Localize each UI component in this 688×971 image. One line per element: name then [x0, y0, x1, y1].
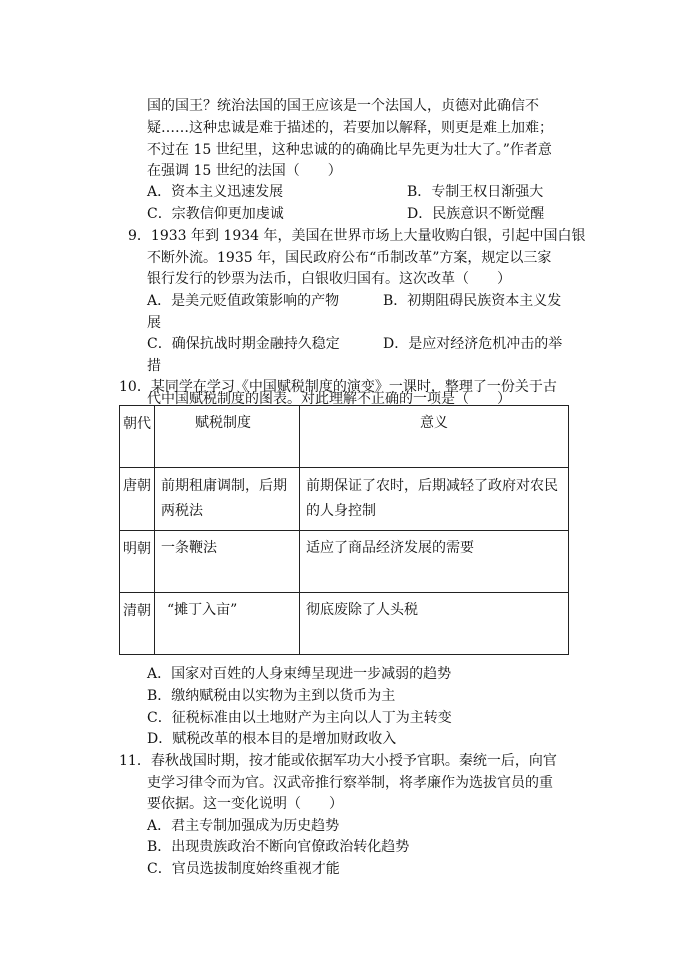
- table-header-row: [120, 406, 569, 468]
- q9-option-d-wrap: 措: [147, 358, 161, 374]
- q9-stem-line-1: 9．1933 年到 1934 年，美国在世界市场上大量收购白银，引起中国白银: [128, 228, 586, 244]
- q10-option-c[interactable]: C．征税标准由以土地财产为主向以人丁为主转变: [147, 710, 452, 726]
- q11-stem-line-3: 要依据。这一变化说明（ ）: [147, 796, 343, 812]
- q11-stem-line-2: 吏学习律令而为官。汉武帝推行察举制，将孝廉作为选拔官员的重: [147, 775, 553, 791]
- q8-passage-line-3: 不过在 15 世纪里，这种忠诚的的确确比早先更为壮大了。”作者意: [147, 142, 552, 158]
- q8-passage-line-2: 疑……这种忠诚是难于描述的，若要加以解释，则更是难上加难；: [147, 120, 553, 136]
- table-row: [120, 468, 569, 531]
- q10-option-b[interactable]: B．缴纳赋税由以实物为主到以货币为主: [147, 688, 396, 704]
- q9-option-b[interactable]: B．初期阻碍民族资本主义发: [383, 293, 562, 309]
- table-row: [120, 531, 569, 593]
- row-ming-system: 一条鞭法: [161, 540, 217, 556]
- q10-stem-line-1: 10．某同学在学习《中国赋税制度的演变》一课时，整理了一份关于古: [119, 379, 557, 395]
- row-qing-system: “摊丁入亩”: [167, 602, 238, 618]
- tax-system-table: [119, 405, 569, 655]
- row-tang-system: 前期租庸调制，后期两税法: [161, 478, 287, 519]
- q11-option-c[interactable]: C．官员选拔制度始终重视才能: [147, 861, 340, 877]
- header-tax-system: 赋税制度: [155, 406, 300, 468]
- q8-option-b[interactable]: B．专制王权日渐强大: [407, 184, 544, 200]
- row-ming-meaning: 适应了商品经济发展的需要: [306, 540, 474, 556]
- q11-option-a[interactable]: A．君主专制加强成为历史趋势: [147, 818, 340, 834]
- q9-option-d[interactable]: D．是应对经济危机冲击的举: [383, 336, 563, 352]
- row-qing-meaning: 彻底废除了人头税: [306, 602, 418, 618]
- q8-option-d[interactable]: D．民族意识不断觉醒: [407, 206, 545, 222]
- q10-option-a[interactable]: A．国家对百姓的人身束缚呈现进一步减弱的趋势: [147, 666, 452, 682]
- q8-passage-line-4: 在强调 15 世纪的法国（ ）: [147, 163, 342, 179]
- header-dynasty: 朝代: [120, 406, 155, 468]
- header-meaning: 意义: [300, 406, 569, 468]
- q10-stem-line-2: 代中国赋税制度的图表。对此理解不正确的一项是（ ）: [147, 391, 511, 407]
- row-tang-meaning: 前期保证了农时，后期减轻了政府对农民的人身控制: [306, 478, 558, 519]
- q8-option-c[interactable]: C．宗教信仰更加虔诚: [147, 206, 284, 222]
- q8-option-a[interactable]: A．资本主义迅速发展: [147, 184, 284, 200]
- q10-option-d[interactable]: D．赋税改革的根本目的是增加财政收入: [147, 731, 397, 747]
- q9-stem-line-2: 不断外流。1935 年，国民政府公布“币制改革”方案，规定以三家: [147, 250, 552, 266]
- q9-stem-line-3: 银行发行的钞票为法币，白银收归国有。这次改革（ ）: [147, 271, 511, 287]
- q9-option-b-wrap: 展: [147, 315, 161, 331]
- q11-stem-line-1: 11．春秋战国时期，按才能或依据军功大小授予官职。秦统一后，向官: [119, 753, 557, 769]
- row-qing-dynasty: 清朝: [123, 603, 151, 619]
- q11-option-b[interactable]: B．出现贵族政治不断向官僚政治转化趋势: [147, 839, 410, 855]
- row-ming-dynasty: 明朝: [123, 541, 151, 557]
- q9-option-a[interactable]: A．是美元贬值政策影响的产物: [147, 293, 340, 309]
- table-row: [120, 593, 569, 655]
- row-tang-dynasty: 唐朝: [123, 478, 151, 494]
- q8-passage-line-1: 国的国王？统治法国的国王应该是一个法国人，贞德对此确信不: [147, 98, 539, 114]
- q9-option-c[interactable]: C．确保抗战时期金融持久稳定: [147, 336, 340, 352]
